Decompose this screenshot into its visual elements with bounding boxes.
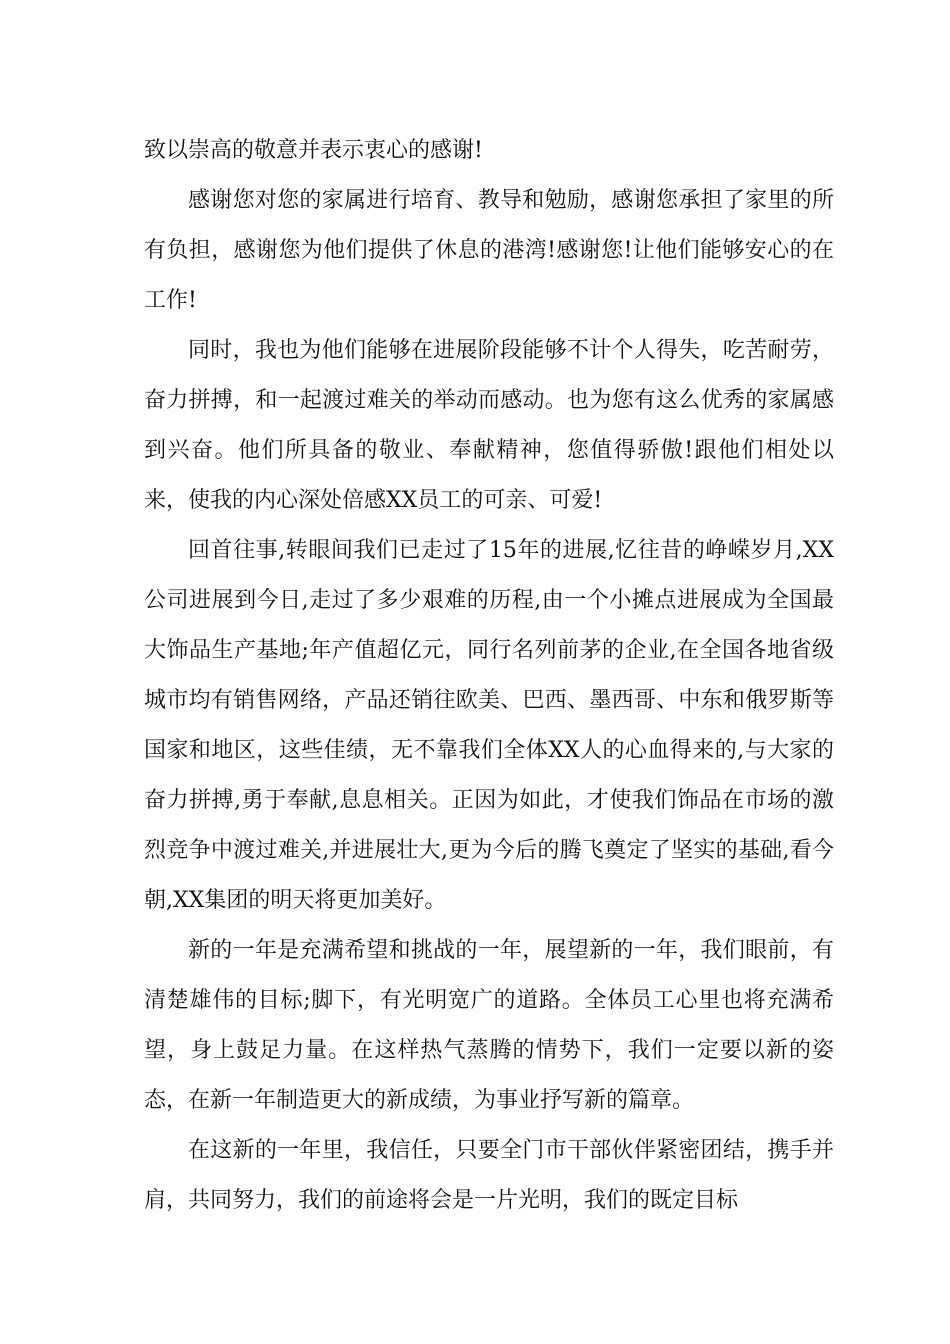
paragraph-1: 致以崇高的敬意并表示衷心的感谢! — [144, 138, 483, 163]
paragraph-5: 新的一年是充满希望和挑战的一年，展望新的一年，我们眼前，有清楚雄伟的目标;脚下，有光明宽广的道路。全体员工心里也将充满希望，身上鼓足力量。在这样热气蒸腾的情势下，我们一定要以新的姿态，在新一年制造更大的新成绩，为事业抒写新的篇章。 — [144, 938, 834, 1113]
document-body — [144, 126, 834, 1226]
paragraph-2: 感谢您对您的家属进行培育、教导和勉励，感谢您承担了家里的所有负担，感谢您为他们提供了休息的港湾!感谢您!让他们能够安心的在工作! — [144, 188, 834, 313]
paragraph-3: 同时，我也为他们能够在进展阶段能够不计个人得失，吃苦耐劳，奋力拼搏，和一起渡过难关的举动而感动。也为您有这么优秀的家属感到兴奋。他们所具备的敬业、奉献精神，您值得骄傲!跟他们相处以来，使我的内心深处倍感XX员工的可亲、可爱! — [144, 338, 834, 513]
paragraph-6: 在这新的一年里，我信任，只要全门市干部伙伴紧密团结，携手并肩，共同努力，我们的前途将会是一片光明，我们的既定目标 — [144, 1138, 834, 1213]
paragraph-4: 回首往事,转眼间我们已走过了15年的进展,忆往昔的峥嵘岁月,XX公司进展到今日,走过了多少艰难的历程,由一个小摊点进展成为全国最大饰品生产基地;年产值超亿元，同行名列前茅的企业,在全国各地省级城市均有销售网络，产品还销往欧美、巴西、墨西哥、中东和俄罗斯等国家和地区，这些佳绩，无不靠我们全体XX人的心血得来的,与大家的奋力拼搏,勇于奉献,息息相关。正因为如此，才使我们饰品在市场的激烈竞争中渡过难关,并进展壮大,更为今后的腾飞奠定了坚实的基础,看今朝,XX集团的明天将更加美好。 — [144, 538, 834, 913]
